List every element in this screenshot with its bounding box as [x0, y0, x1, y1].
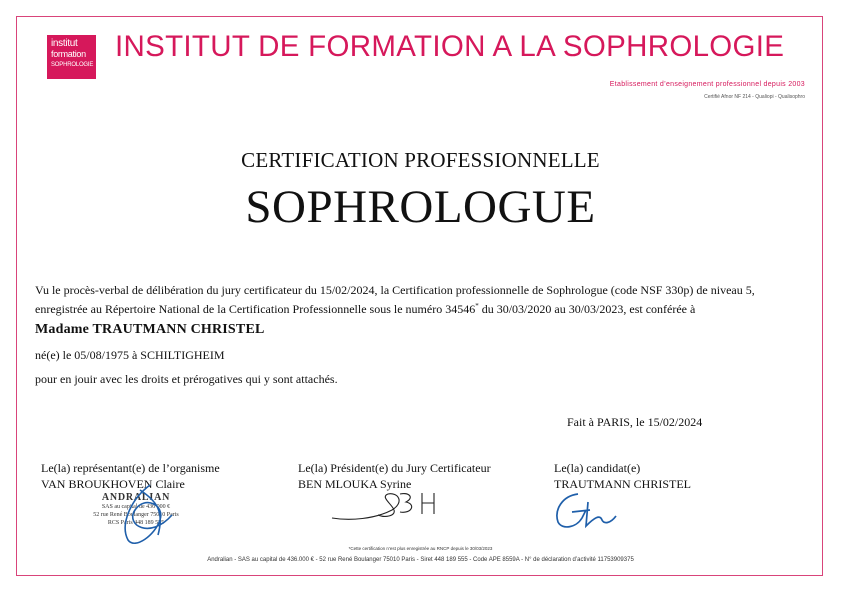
- stamp-line-1: SAS au capital de 436 000 €: [101, 504, 171, 510]
- logo-line-1: institut: [51, 38, 78, 49]
- candidate-signature: [550, 488, 630, 533]
- birth-info: né(e) le 05/08/1975 à SCHILTIGHEIM: [35, 348, 225, 362]
- signature-role: Le(la) représentant(e) de l’organisme: [41, 461, 220, 475]
- body-line-2: [35, 298, 815, 317]
- institute-title: INSTITUT DE FORMATION A LA SOPHROLOGIE: [115, 30, 785, 63]
- signature-name: TRAUTMANN CHRISTEL: [554, 477, 691, 491]
- footnote: *Cette certification n’est plus enregistrée au RNCP depuis le 30/03/2023: [348, 546, 493, 551]
- institute-logo: [47, 35, 96, 79]
- organisation-signature-scribble: [110, 480, 180, 550]
- footnote-marker: *: [475, 302, 479, 310]
- body-line-2-start: enregistrée au Répertoire National de la Certification Professionnelle sous le numéro 34546: [35, 302, 476, 316]
- jury-president-signature: [330, 488, 440, 523]
- signature-name: VAN BROUKHOVEN Claire: [41, 477, 185, 491]
- logo-line-3: SOPHROLOGIE: [51, 62, 94, 68]
- stamp-line-3: RCS Paris 448 189 555: [107, 520, 165, 526]
- signature-role: Le(la) candidat(e): [554, 461, 641, 475]
- certificate-type: CERTIFICATION PROFESSIONNELLE: [241, 148, 600, 172]
- institute-certifications: Certifié Afnor NF 214 - Qualiopi - Qualisophro: [704, 94, 805, 100]
- body-line-2-end: du 30/03/2020 au 30/03/2023, est conférée à: [478, 302, 696, 316]
- logo-line-2: formation: [51, 49, 86, 59]
- place-date: Fait à PARIS, le 15/02/2024: [567, 415, 703, 429]
- company-footer: Andralian - SAS au capital de 436.000 € - 52 rue René Boulanger 75010 Paris - Siret 448 189 555 - Code APE 8559A - N° de déclaration d’activité 11753909375: [207, 557, 634, 563]
- certificate-title: SOPHROLOGUE: [245, 181, 596, 233]
- certificate-body: [35, 282, 815, 317]
- stamp-line-0: ANDRALIAN: [101, 492, 171, 503]
- rights-statement: pour en jouir avec les droits et prérogatives qui y sont attachés.: [35, 372, 338, 386]
- signature-name: BEN MLOUKA Syrine: [298, 477, 412, 491]
- institute-tagline: Etablissement d’enseignement professionnel depuis 2003: [609, 81, 805, 88]
- signature-role: Le(la) Président(e) du Jury Certificateur: [298, 461, 491, 475]
- body-line-1: Vu le procès-verbal de délibération du jury certificateur du 15/02/2024, la Certification professionnelle de Sophrologue (code NSF 330p) de niveau 5,: [35, 283, 755, 297]
- stamp-line-2: 52 rue René Boulanger 75010 Paris: [93, 512, 179, 518]
- recipient-name: Madame TRAUTMANN CHRISTEL: [35, 322, 265, 337]
